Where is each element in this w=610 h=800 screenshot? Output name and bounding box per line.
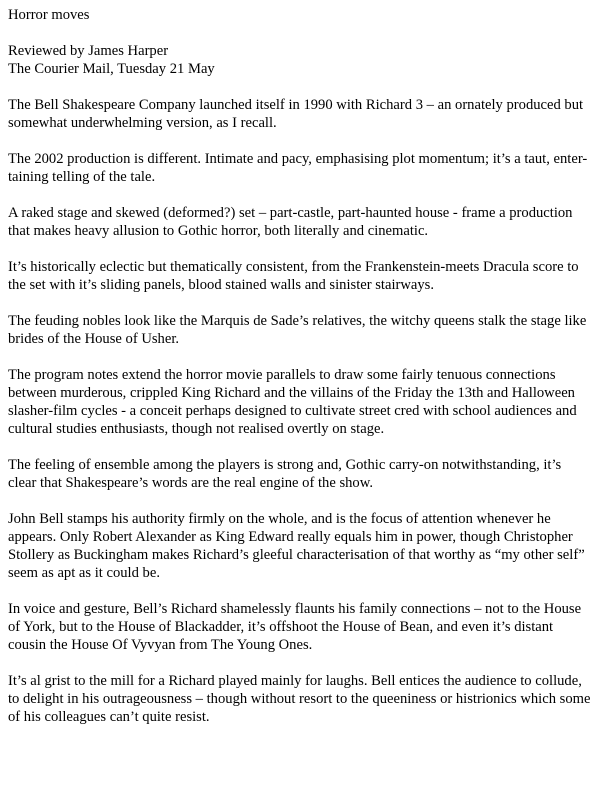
paragraph-line: appears. Only Robert Alexander as King Edward really equals him in power, though Christopher [8,529,573,545]
paragraph-line: The program notes extend the horror movie parallels to draw some fairly tenuous connections [8,367,556,383]
article-paragraph [8,600,604,654]
paragraph-line: somewhat underwhelming version, as I recall. [8,115,277,131]
paragraph-line: that makes heavy allusion to Gothic horror, both literally and cinematic. [8,223,429,239]
article-paragraph [8,366,604,438]
paragraph-line: of York, but to the House of Blackadder, it’s offshoot the House of Bean, and even it’s distant [8,619,554,635]
paragraph-line: the set with it’s sliding panels, blood stained walls and sinister stairways. [8,277,435,293]
article-paragraph [8,258,604,294]
paragraph-line: taining telling of the tale. [8,169,156,185]
article-paragraph [8,510,604,582]
paragraph-line: to delight in his outrageousness – though without resort to the queeniness or histrionics which some [8,691,591,707]
paragraph-line: The 2002 production is different. Intimate and pacy, emphasising plot momentum; it’s a taut, enter- [8,151,588,167]
paragraph-line: Stollery as Buckingham makes Richard’s gleeful characterisation of that worthy as “my other self” [8,547,585,563]
paragraph-line: cultural studies enthusiasts, though not realised overtly on stage. [8,421,385,437]
paragraph-line: The feeling of ensemble among the players is strong and, Gothic carry-on notwithstanding, it’s [8,457,562,473]
article-paragraph [8,150,604,186]
paragraph-line: It’s historically eclectic but thematically consistent, from the Frankenstein-meets Dracula score to [8,259,579,275]
article-paragraph [8,204,604,240]
paragraph-line: It’s al grist to the mill for a Richard played mainly for laughs. Bell entices the audience to collude, [8,673,582,689]
article-paragraph [8,312,604,348]
publication-source: The Courier Mail, Tuesday 21 May [8,61,215,77]
paragraph-line: The feuding nobles look like the Marquis de Sade’s relatives, the witchy queens stalk the stage like [8,313,587,329]
paragraph-line: brides of the House of Usher. [8,331,180,347]
paragraph-line: The Bell Shakespeare Company launched itself in 1990 with Richard 3 – an ornately produced but [8,97,584,113]
document-title: Horror moves [8,7,90,23]
article-paragraph [8,456,604,492]
paragraph-line: between murderous, crippled King Richard and the villains of the Friday the 13th and Halloween [8,385,575,401]
article-paragraph [8,672,604,726]
review-document [8,6,604,744]
paragraph-line: cousin the House Of Vyvyan from The Young Ones. [8,637,313,653]
paragraph-line: clear that Shakespeare’s words are the real engine of the show. [8,475,373,491]
article-paragraph [8,96,604,132]
review-header [8,42,604,78]
paragraph-line: seem as apt as it could be. [8,565,160,581]
paragraph-line: In voice and gesture, Bell’s Richard shamelessly flaunts his family connections – not to the House [8,601,582,617]
paragraph-line: John Bell stamps his authority firmly on the whole, and is the focus of attention whenever he [8,511,551,527]
paragraph-line: slasher-film cycles - a conceit perhaps designed to cultivate street cred with school audiences and [8,403,577,419]
byline: Reviewed by James Harper [8,43,169,59]
article-body [8,96,604,726]
paragraph-line: A raked stage and skewed (deformed?) set – part-castle, part-haunted house - frame a production [8,205,573,221]
paragraph-line: of his colleagues can’t quite resist. [8,709,210,725]
